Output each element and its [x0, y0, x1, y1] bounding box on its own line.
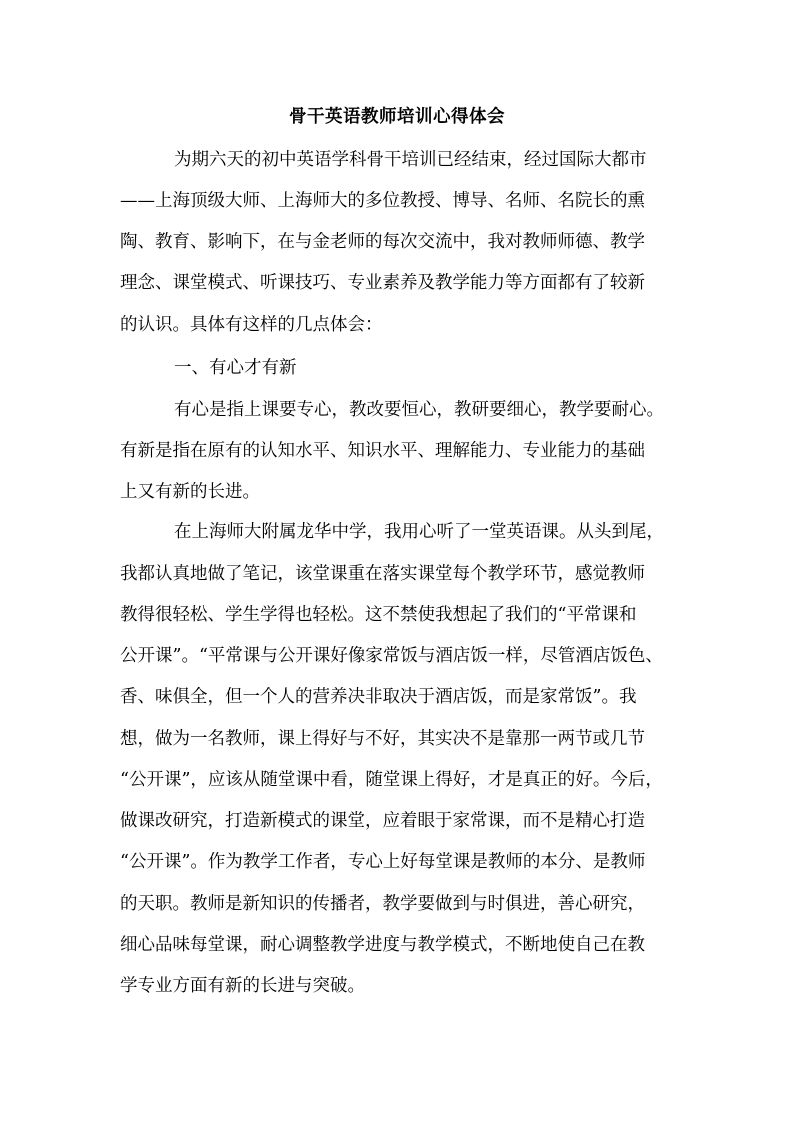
paragraph-line: 的天职。教师是新知识的传播者，教学要做到与时俱进，善心研究， — [120, 894, 645, 914]
paragraph-line: 在上海师大附属龙华中学，我用心听了一堂英语课。从头到尾， — [174, 522, 664, 542]
section-heading: 一、有心才有新 — [174, 358, 297, 378]
paragraph-line: 上又有新的长进。 — [120, 482, 260, 502]
paragraph-line: “公开课”，应该从随堂课中看，随堂课上得好，才是真正的好。今后， — [120, 770, 663, 790]
paragraph-line: 学专业方面有新的长进与突破。 — [120, 976, 365, 996]
paragraph-line: 我都认真地做了笔记，该堂课重在落实课堂每个教学环节，感觉教师 — [120, 564, 645, 584]
paragraph-line: 做课改研究，打造新模式的课堂，应着眼于家常课，而不是精心打造 — [120, 811, 645, 831]
paragraph-line: 教得很轻松、学生学得也轻松。这不禁使我想起了我们的“平常课和 — [120, 605, 637, 625]
paragraph-line: 有新是指在原有的认知水平、知识水平、理解能力、专业能力的基础 — [120, 441, 645, 461]
paragraph-line: 香、味俱全，但一个人的营养决非取决于酒店饭，而是家常饭”。我 — [120, 687, 637, 707]
paragraph-line: 理念、课堂模式、听课技巧、专业素养及教学能力等方面都有了较新 — [120, 273, 645, 293]
paragraph-line: 公开课”。“平常课与公开课好像家常饭与酒店饭一样，尽管酒店饭色、 — [120, 646, 663, 666]
document-title: 骨干英语教师培训心得体会 — [289, 107, 505, 127]
paragraph-line: 想，做为一名教师，课上得好与不好，其实决不是靠那一两节或几节 — [120, 729, 645, 749]
paragraph-line: “公开课”。作为教学工作者，专心上好每堂课是教师的本分、是教师 — [120, 852, 646, 872]
paragraph-line: 为期六天的初中英语学科骨干培训已经结束，经过国际大都市 — [174, 150, 647, 170]
paragraph-line: 陶、教育、影响下，在与金老师的每次交流中，我对教师师德、教学 — [120, 232, 645, 252]
paragraph-line: 细心品味每堂课，耐心调整教学进度与教学模式，不断地使自己在教 — [120, 935, 645, 955]
paragraph-line: 有心是指上课要专心，教改要恒心，教研要细心，教学要耐心。 — [174, 400, 664, 420]
paragraph-line: ——上海顶级大师、上海师大的多位教授、博导、名师、名院长的熏 — [120, 191, 645, 211]
paragraph-line: 的认识。具体有这样的几点体会： — [120, 315, 383, 335]
